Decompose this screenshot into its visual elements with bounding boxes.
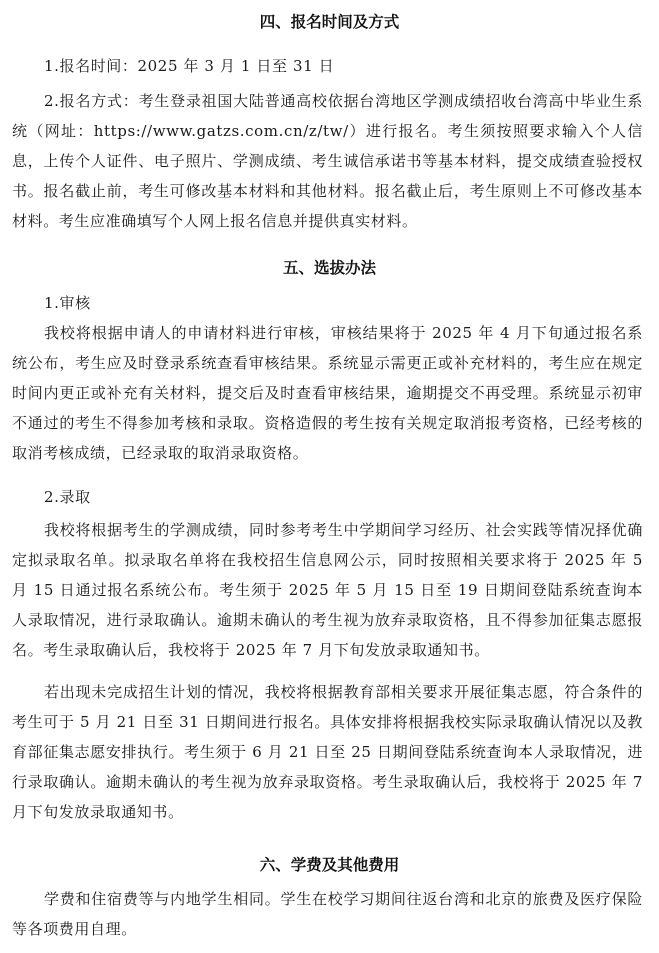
section-6-heading: 六、学费及其他费用 [259,856,400,874]
admission-subheading: 2.录取 [44,488,91,506]
review-subheading: 1.审核 [44,294,91,312]
section-4-heading: 四、报名时间及方式 [259,13,400,31]
supplementary-admission-paragraph: 若出现未完成招生计划的情况，我校将根据教育部相关要求开展征集志愿，符合条件的考生可于 5 月 21 日至 31 日期间进行报名。具体安排将根据我校实际录取确认情况以及教育部征集志愿安排执行。考生须于 6 月 21 日至 25 日期间登陆系统查询本人录取情况，进行录取确认。逾期未确认的考生视为放弃录取资格。考生录取确认后，我校将于 2025 年 7 月下旬发放录取通知书。 [12,683,643,821]
section-5-heading: 五、选拔办法 [282,259,376,277]
registration-method-paragraph: 2.报名方式：考生登录祖国大陆普通高校依据台湾地区学测成绩招收台湾高中毕业生系统（网址：https://www.gatzs.com.cn/z/tw/）进行报名。考生须按照要求输入个人信息，上传个人证件、电子照片、学测成绩、考生诚信承诺书等基本材料，提交成绩查验授权书。报名截止前，考生可修改基本材料和其他材料。报名截止后，考生原则上不可修改基本材料。考生应准确填写个人网上报名信息并提供真实材料。 [12,92,643,230]
review-paragraph: 我校将根据申请人的申请材料进行审核，审核结果将于 2025 年 4 月下旬通过报名系统公布，考生应及时登录系统查看审核结果。系统显示需更正或补充材料的，考生应在规定时间内更正或补充有关材料，提交后及时查看审核结果，逾期提交不再受理。系统显示初审不通过的考生不得参加考核和录取。资格造假的考生按有关规定取消报考资格，已经考核的取消考核成绩，已经录取的取消录取资格。 [12,324,643,462]
admission-paragraph: 我校将根据考生的学测成绩，同时参考考生中学期间学习经历、社会实践等情况择优确定拟录取名单。拟录取名单将在我校招生信息网公示，同时按照相关要求将于 2025 年 5 月 15 日通过报名系统公布。考生须于 2025 年 5 月 15 日至 19 日期间登陆系统查询本人录取情况，进行录取确认。逾期未确认的考生视为放弃录取资格，且不得参加征集志愿报名。考生录取确认后，我校将于 2025 年 7 月下旬发放录取通知书。 [12,521,643,659]
fees-paragraph: 学费和住宿费等与内地学生相同。学生在校学习期间往返台湾和北京的旅费及医疗保险等各项费用自理。 [12,890,643,938]
registration-time-text: 1.报名时间：2025 年 3 月 1 日至 31 日 [44,57,335,75]
